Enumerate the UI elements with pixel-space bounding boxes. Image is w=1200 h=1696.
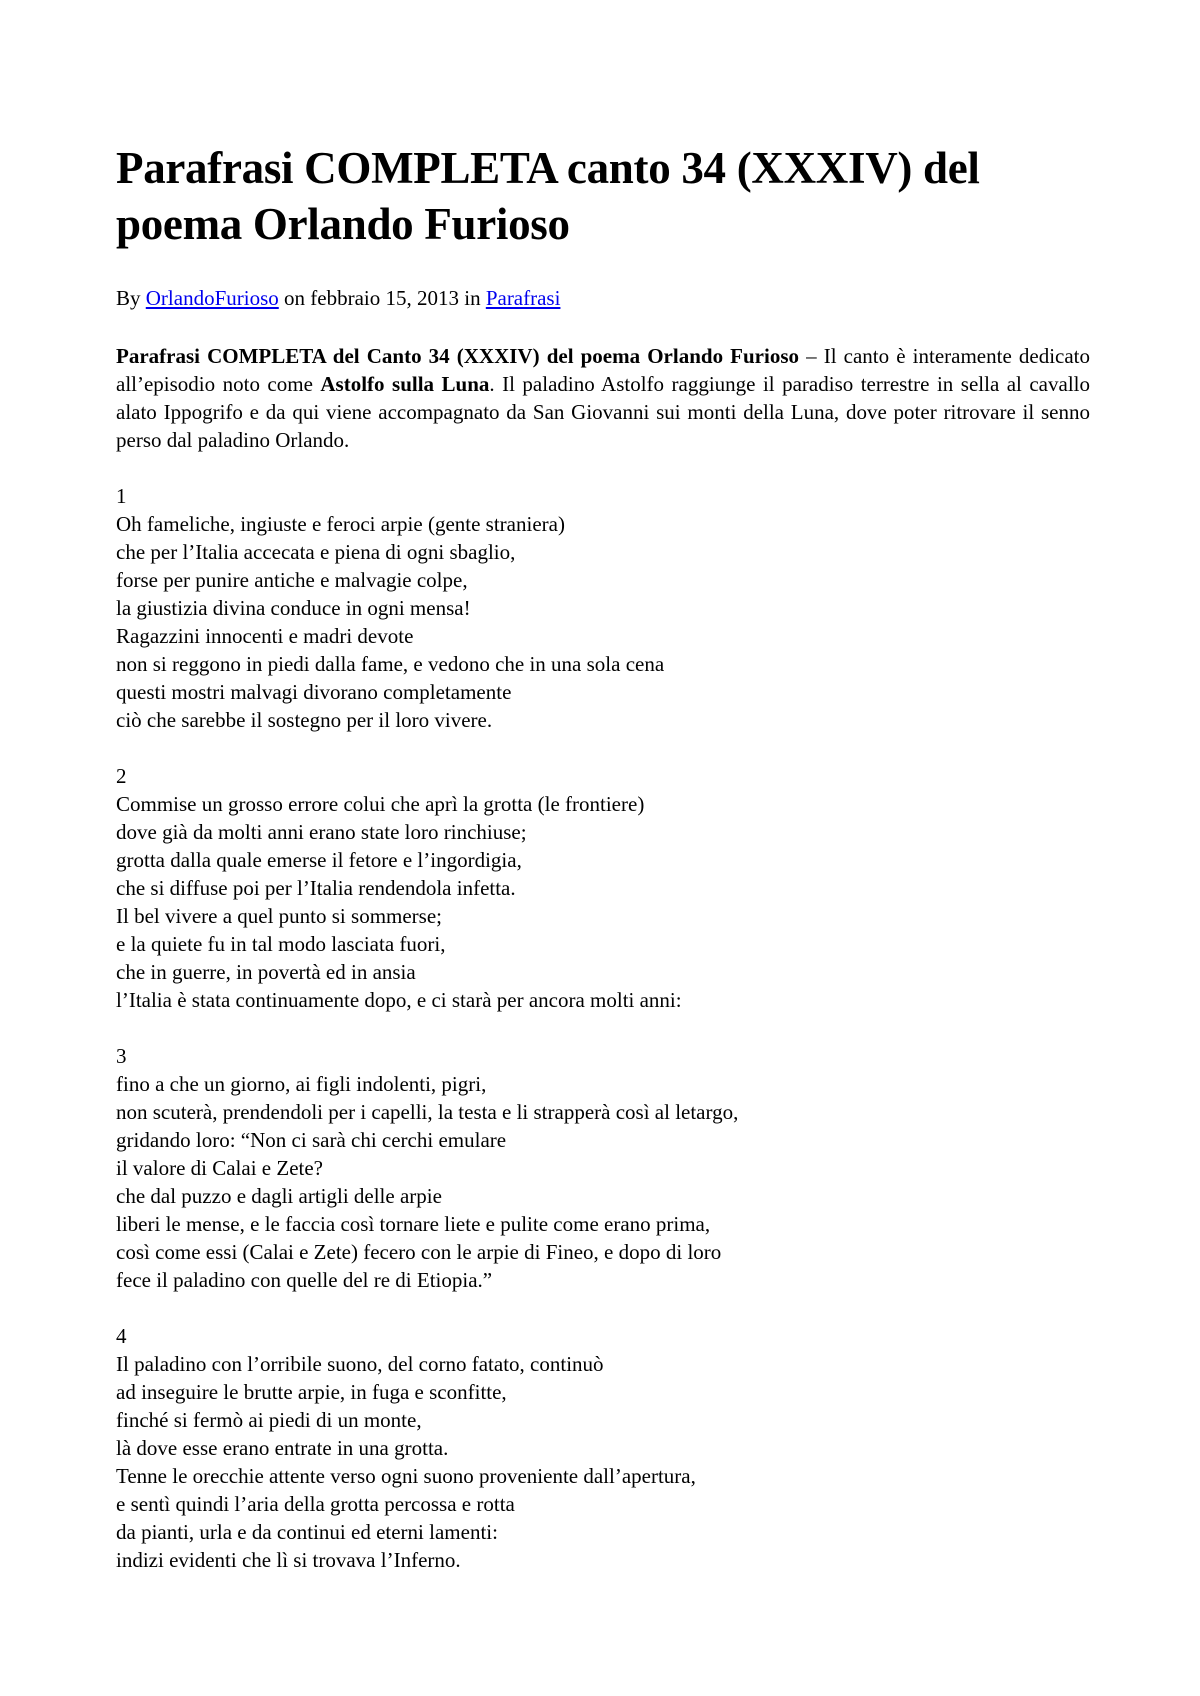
- verse-line: il valore di Calai e Zete?: [116, 1156, 323, 1180]
- verse-line: questi mostri malvagi divorano completamente: [116, 680, 512, 704]
- verse-line: fino a che un giorno, ai figli indolenti, pigri,: [116, 1072, 487, 1096]
- verse-line: che dal puzzo e dagli artigli delle arpie: [116, 1184, 442, 1208]
- verse-line: forse per punire antiche e malvagie colpe,: [116, 568, 468, 592]
- byline: [116, 284, 1090, 312]
- verse-line: Tenne le orecchie attente verso ogni suono proveniente dall’apertura,: [116, 1464, 696, 1488]
- verse-line: e sentì quindi l’aria della grotta percossa e rotta: [116, 1492, 515, 1516]
- verse-line: finché si fermò ai piedi di un monte,: [116, 1408, 422, 1432]
- verse-line: così come essi (Calai e Zete) fecero con le arpie di Fineo, e dopo di loro: [116, 1240, 722, 1264]
- byline-by: By: [116, 286, 141, 310]
- stanza-3: [116, 1042, 1090, 1294]
- intro-text-1: – Il canto è interamente dedicato all’episodio noto come: [116, 344, 1090, 396]
- verse-line: Oh fameliche, ingiuste e feroci arpie (gente straniera): [116, 512, 565, 536]
- stanza-number: 1: [116, 484, 127, 508]
- article: [116, 140, 1090, 1574]
- verse-line: l’Italia è stata continuamente dopo, e ci starà per ancora molti anni:: [116, 988, 682, 1012]
- intro-bold-mid: Astolfo sulla Luna: [320, 372, 490, 396]
- verse-line: grotta dalla quale emerse il fetore e l’ingordigia,: [116, 848, 522, 872]
- stanza-number: 4: [116, 1324, 127, 1348]
- byline-date: on febbraio 15, 2013 in: [284, 286, 481, 310]
- intro-bold-lead: Parafrasi COMPLETA del Canto 34 (XXXIV) del poema Orlando Furioso: [116, 344, 800, 368]
- category-link[interactable]: Parafrasi: [485, 286, 561, 310]
- stanza-2: [116, 762, 1090, 1014]
- verse-line: che in guerre, in povertà ed in ansia: [116, 960, 416, 984]
- verse-line: là dove esse erano entrate in una grotta.: [116, 1436, 449, 1460]
- verse-line: liberi le mense, e le faccia così tornare liete e pulite come erano prima,: [116, 1212, 711, 1236]
- page-title: Parafrasi COMPLETA canto 34 (XXXIV) del poema Orlando Furioso: [116, 143, 980, 249]
- stanza-number: 2: [116, 764, 127, 788]
- verse-line: fece il paladino con quelle del re di Etiopia.”: [116, 1268, 493, 1292]
- verse-line: da pianti, urla e da continui ed eterni lamenti:: [116, 1520, 498, 1544]
- verse-line: la giustizia divina conduce in ogni mensa!: [116, 596, 471, 620]
- verse-line: e la quiete fu in tal modo lasciata fuori,: [116, 932, 446, 956]
- verse-line: ciò che sarebbe il sostegno per il loro vivere.: [116, 708, 493, 732]
- verse-line: che si diffuse poi per l’Italia rendendola infetta.: [116, 876, 516, 900]
- stanza-1: [116, 482, 1090, 734]
- verse-line: non si reggono in piedi dalla fame, e vedono che in una sola cena: [116, 652, 665, 676]
- verse-line: Il paladino con l’orribile suono, del corno fatato, continuò: [116, 1352, 604, 1376]
- stanza-number: 3: [116, 1044, 127, 1068]
- intro-paragraph: [116, 342, 1090, 454]
- stanza-4: [116, 1322, 1090, 1574]
- verse-line: che per l’Italia accecata e piena di ogni sbaglio,: [116, 540, 516, 564]
- verse-line: Commise un grosso errore colui che aprì la grotta (le frontiere): [116, 792, 645, 816]
- author-link[interactable]: OrlandoFurioso: [145, 286, 279, 310]
- verse-line: dove già da molti anni erano state loro rinchiuse;: [116, 820, 527, 844]
- intro-text-2: . Il paladino Astolfo raggiunge il paradiso terrestre in sella al cavallo alato Ippogrifo e da qui viene accompagnato da San Giovanni sui monti della Luna, dove poter ritrovare il senno perso dal paladino Orlando.: [116, 372, 1090, 452]
- verse-line: Il bel vivere a quel punto si sommerse;: [116, 904, 443, 928]
- verse-line: gridando loro: “Non ci sarà chi cerchi emulare: [116, 1128, 507, 1152]
- verse-line: ad inseguire le brutte arpie, in fuga e sconfitte,: [116, 1380, 507, 1404]
- verse-line: Ragazzini innocenti e madri devote: [116, 624, 414, 648]
- verse-line: non scuterà, prendendoli per i capelli, la testa e li strapperà così al letargo,: [116, 1100, 739, 1124]
- verse-line: indizi evidenti che lì si trovava l’Inferno.: [116, 1548, 461, 1572]
